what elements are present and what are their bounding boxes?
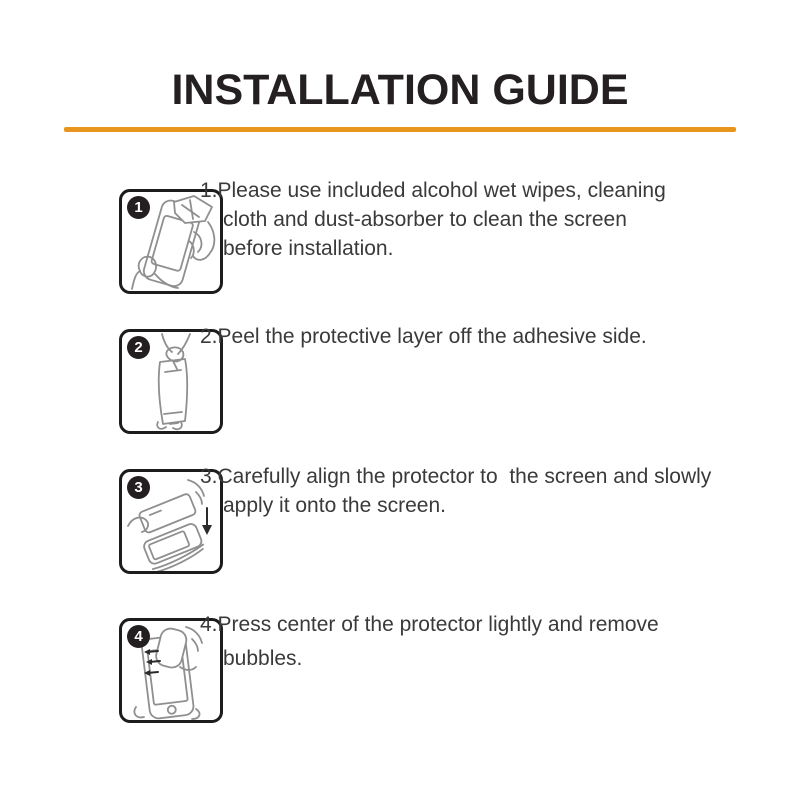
step-2-line-1: 2.Peel the protective layer off the adhesive side. — [200, 325, 647, 348]
step-3-number-badge: 3 — [127, 476, 150, 499]
step-1-line-1: 1.Please use included alcohol wet wipes, cleaning — [200, 179, 666, 202]
step-4-line-2: bubbles. — [223, 647, 303, 670]
step-4-number-badge: 4 — [127, 625, 150, 648]
step-3-line-1: 3.Carefully align the protector to the screen and slowly — [200, 465, 712, 488]
step-1-number-badge: 1 — [127, 196, 150, 219]
step-4-text — [200, 608, 659, 676]
step-1-line-2: cloth and dust-absorber to clean the screen — [223, 208, 627, 231]
step-2-text — [200, 322, 647, 351]
step-2-number-badge: 2 — [127, 336, 150, 359]
title-divider — [64, 127, 736, 132]
step-1-text — [200, 176, 666, 263]
step-4-line-1: 4.Press center of the protector lightly and remove — [200, 613, 659, 636]
page-title: INSTALLATION GUIDE — [171, 66, 629, 114]
step-1-line-3: before installation. — [223, 237, 394, 260]
step-3-text — [200, 462, 711, 520]
step-3-line-2: apply it onto the screen. — [223, 494, 446, 517]
